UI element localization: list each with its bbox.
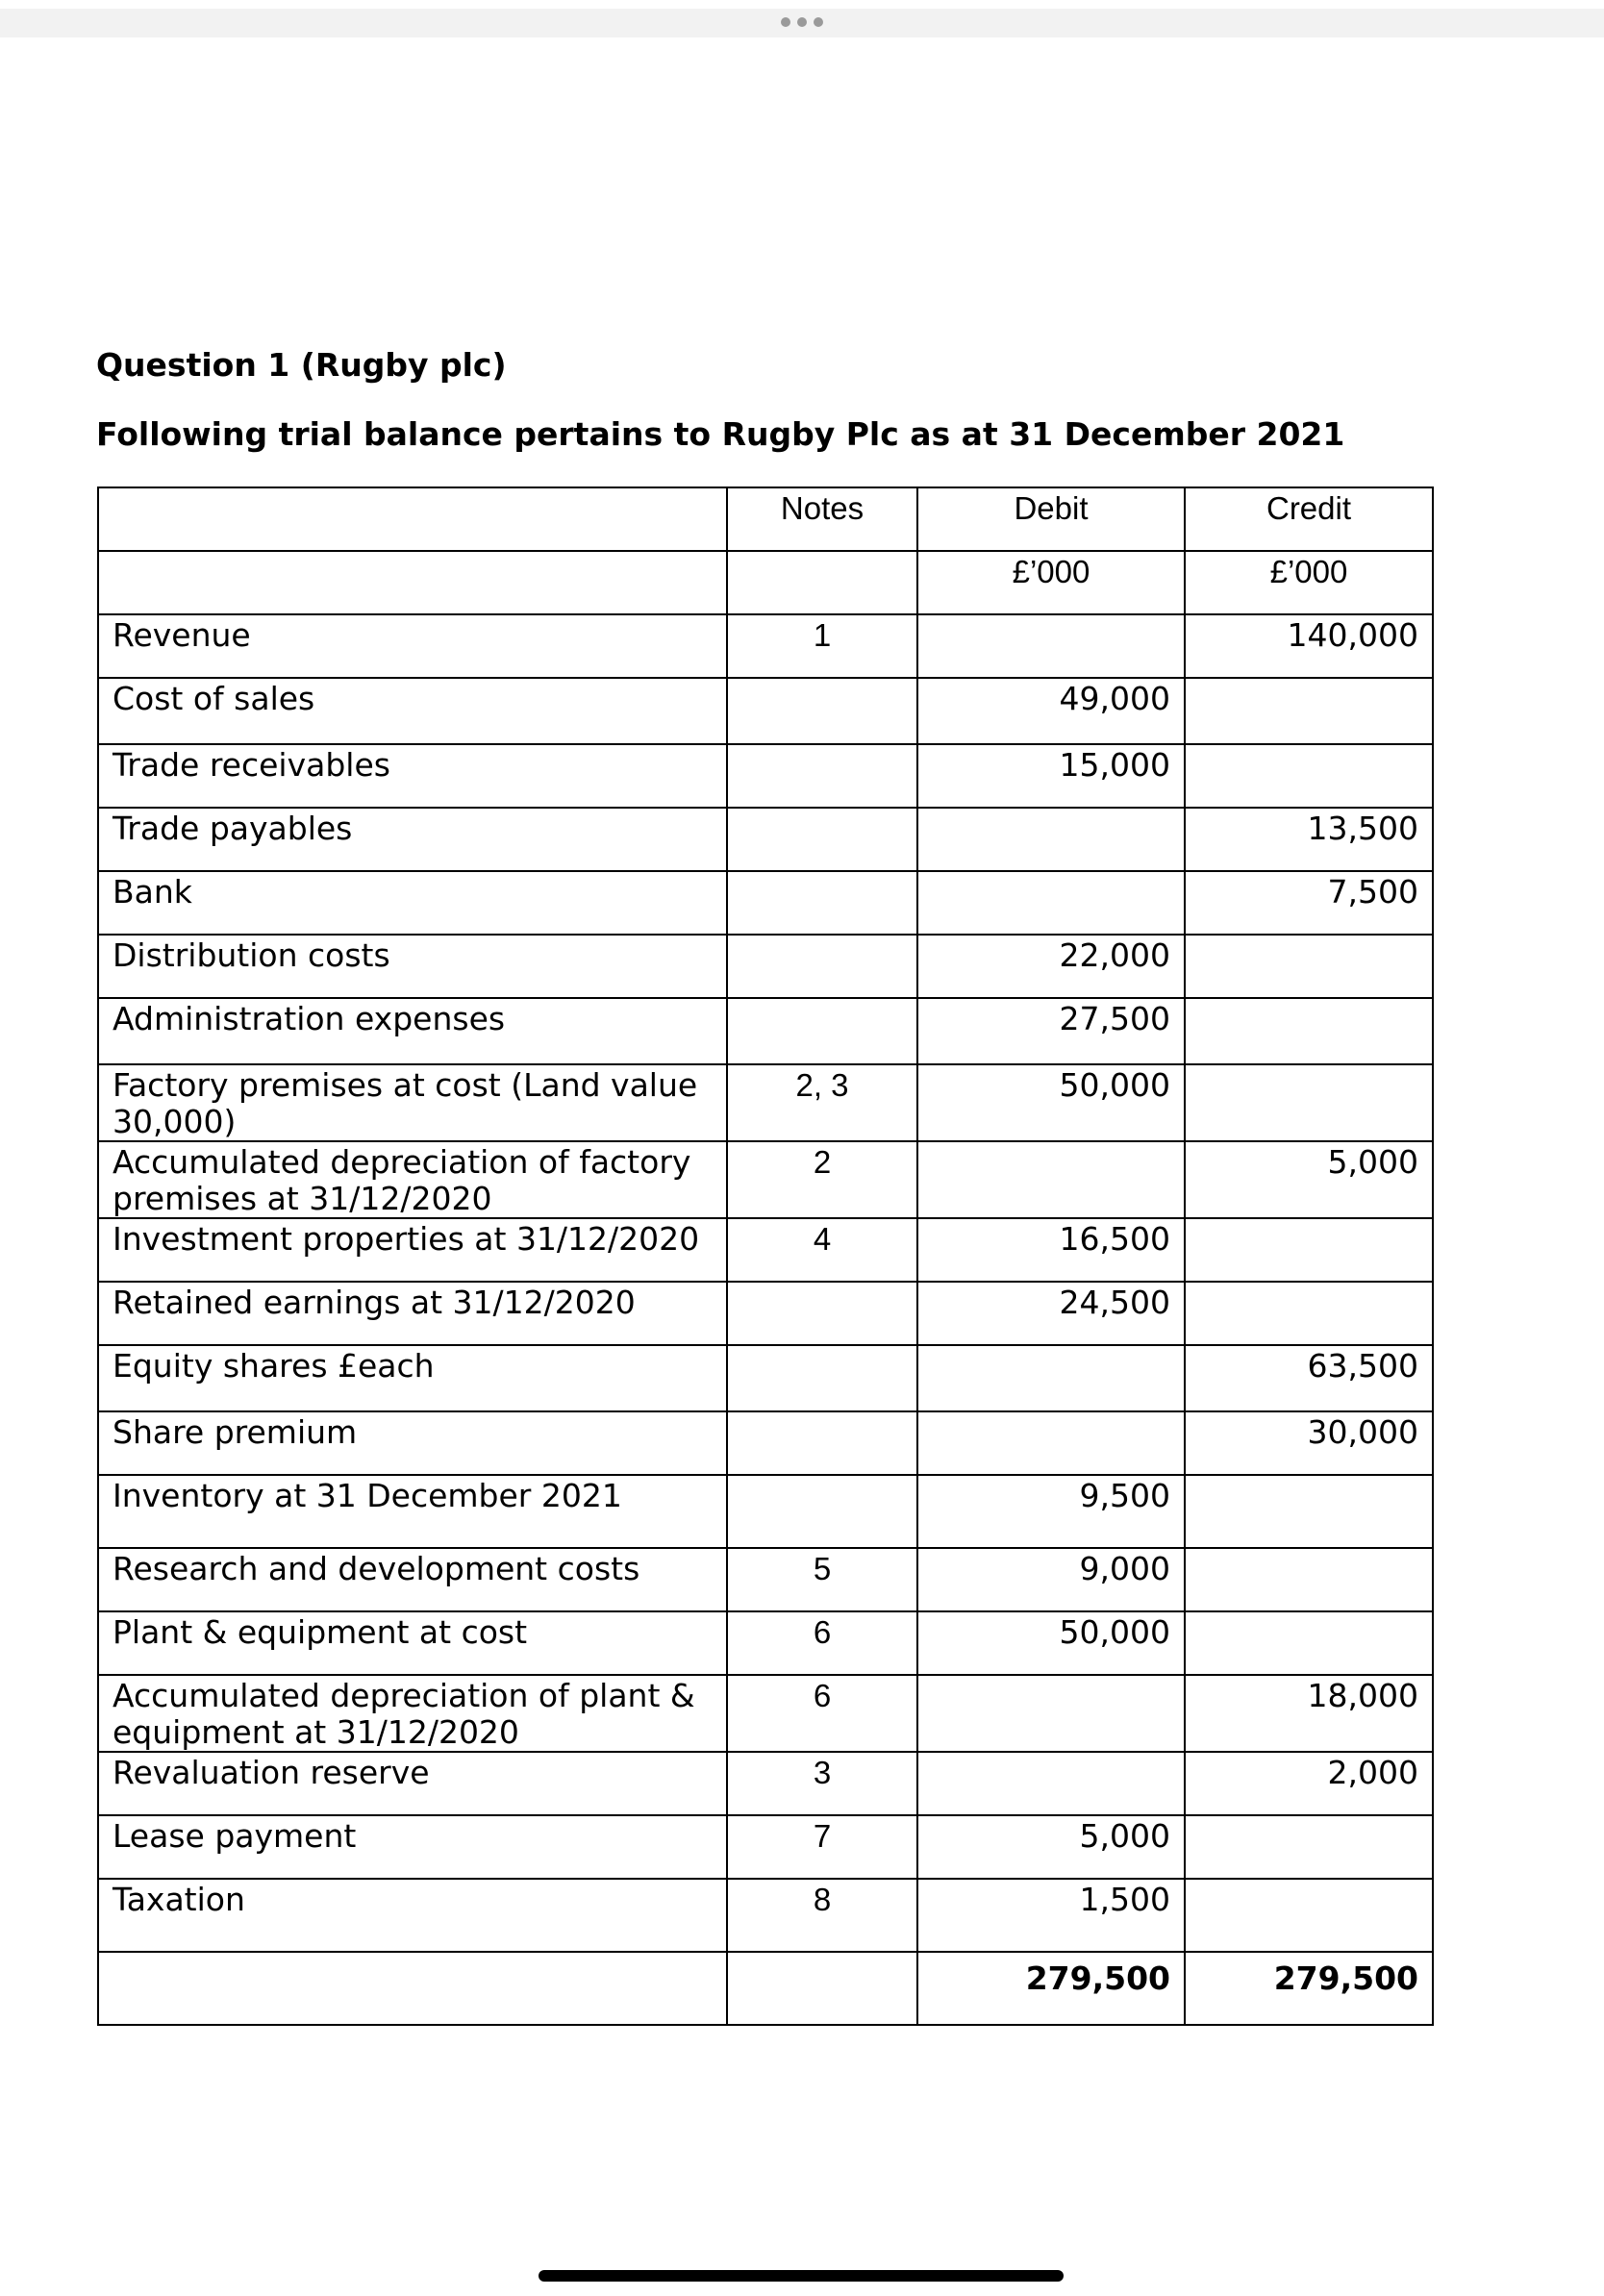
table-row — [98, 614, 1433, 678]
total-debit: 279,500 — [917, 1952, 1185, 2025]
table-row — [98, 808, 1433, 871]
row-notes: 4 — [727, 1218, 917, 1282]
row-item-label: Plant & equipment at cost — [98, 1611, 727, 1675]
row-credit: 63,500 — [1185, 1345, 1433, 1411]
row-debit: 50,000 — [917, 1611, 1185, 1675]
row-item-label: Equity shares £each — [98, 1345, 727, 1411]
row-item-label: Revenue — [98, 614, 727, 678]
table-row — [98, 678, 1433, 744]
row-debit: 49,000 — [917, 678, 1185, 744]
row-item-label: Inventory at 31 December 2021 — [98, 1475, 727, 1548]
row-credit: 18,000 — [1185, 1675, 1433, 1752]
table-row — [98, 1879, 1433, 1952]
row-debit: 1,500 — [917, 1879, 1185, 1952]
row-notes — [727, 935, 917, 998]
row-debit — [917, 808, 1185, 871]
table-row — [98, 1475, 1433, 1548]
row-credit: 13,500 — [1185, 808, 1433, 871]
table-row — [98, 1611, 1433, 1675]
row-notes — [727, 808, 917, 871]
row-item-label: Accumulated depreciation of plant & equipment at 31/12/2020 — [98, 1675, 727, 1752]
row-credit: 5,000 — [1185, 1141, 1433, 1218]
row-notes: 3 — [727, 1752, 917, 1815]
table-row — [98, 744, 1433, 808]
more-options-icon[interactable] — [781, 16, 823, 28]
totals-item — [98, 1952, 727, 2025]
header-notes: Notes — [727, 487, 917, 551]
table-row — [98, 935, 1433, 998]
row-notes — [727, 998, 917, 1064]
row-credit: 2,000 — [1185, 1752, 1433, 1815]
row-notes — [727, 1475, 917, 1548]
row-item-label: Trade payables — [98, 808, 727, 871]
table-row — [98, 1141, 1433, 1218]
row-debit — [917, 1411, 1185, 1475]
row-item-label: Retained earnings at 31/12/2020 — [98, 1282, 727, 1345]
row-notes: 1 — [727, 614, 917, 678]
row-notes: 7 — [727, 1815, 917, 1879]
totals-notes — [727, 1952, 917, 2025]
row-item-label: Factory premises at cost (Land value 30,000) — [98, 1064, 727, 1141]
row-debit: 9,500 — [917, 1475, 1185, 1548]
header-credit: Credit — [1185, 487, 1433, 551]
row-item-label: Administration expenses — [98, 998, 727, 1064]
row-item-label: Investment properties at 31/12/2020 — [98, 1218, 727, 1282]
units-row — [98, 551, 1433, 614]
row-notes: 6 — [727, 1611, 917, 1675]
totals-row — [98, 1952, 1433, 2025]
row-notes — [727, 1411, 917, 1475]
table-row — [98, 998, 1433, 1064]
row-item-label: Trade receivables — [98, 744, 727, 808]
trial-balance-table — [97, 487, 1434, 2026]
row-credit — [1185, 1548, 1433, 1611]
table-row — [98, 1345, 1433, 1411]
row-credit — [1185, 678, 1433, 744]
header-item — [98, 487, 727, 551]
units-debit: £’000 — [917, 551, 1185, 614]
table-row — [98, 1752, 1433, 1815]
row-debit — [917, 1752, 1185, 1815]
row-notes — [727, 1345, 917, 1411]
table-row — [98, 1548, 1433, 1611]
dot — [814, 17, 823, 27]
row-item-label: Research and development costs — [98, 1548, 727, 1611]
row-debit: 50,000 — [917, 1064, 1185, 1141]
row-debit — [917, 1345, 1185, 1411]
units-credit: £’000 — [1185, 551, 1433, 614]
home-indicator — [539, 2270, 1064, 2282]
row-notes — [727, 871, 917, 935]
row-debit: 27,500 — [917, 998, 1185, 1064]
table-row — [98, 1218, 1433, 1282]
row-credit — [1185, 1218, 1433, 1282]
dot — [797, 17, 807, 27]
row-debit: 5,000 — [917, 1815, 1185, 1879]
row-credit — [1185, 1879, 1433, 1952]
row-credit — [1185, 1815, 1433, 1879]
row-debit: 24,500 — [917, 1282, 1185, 1345]
row-credit: 7,500 — [1185, 871, 1433, 935]
row-item-label: Distribution costs — [98, 935, 727, 998]
table-row — [98, 1282, 1433, 1345]
row-notes: 2, 3 — [727, 1064, 917, 1141]
row-item-label: Accumulated depreciation of factory premises at 31/12/2020 — [98, 1141, 727, 1218]
row-debit — [917, 1675, 1185, 1752]
row-credit — [1185, 1282, 1433, 1345]
row-item-label: Share premium — [98, 1411, 727, 1475]
row-notes — [727, 678, 917, 744]
row-notes — [727, 744, 917, 808]
dot — [781, 17, 790, 27]
row-credit: 140,000 — [1185, 614, 1433, 678]
table-row — [98, 1675, 1433, 1752]
row-item-label: Cost of sales — [98, 678, 727, 744]
row-item-label: Revaluation reserve — [98, 1752, 727, 1815]
row-notes: 5 — [727, 1548, 917, 1611]
question-title: Question 1 (Rugby plc) — [96, 346, 507, 384]
header-row — [98, 487, 1433, 551]
row-debit: 9,000 — [917, 1548, 1185, 1611]
row-debit: 16,500 — [917, 1218, 1185, 1282]
row-item-label: Bank — [98, 871, 727, 935]
row-debit — [917, 871, 1185, 935]
row-notes: 2 — [727, 1141, 917, 1218]
row-notes — [727, 1282, 917, 1345]
table-row — [98, 1815, 1433, 1879]
row-debit — [917, 1141, 1185, 1218]
row-notes: 6 — [727, 1675, 917, 1752]
row-credit — [1185, 744, 1433, 808]
units-item — [98, 551, 727, 614]
units-notes — [727, 551, 917, 614]
row-credit — [1185, 998, 1433, 1064]
header-debit: Debit — [917, 487, 1185, 551]
row-credit — [1185, 1064, 1433, 1141]
row-debit: 15,000 — [917, 744, 1185, 808]
row-debit — [917, 614, 1185, 678]
table-row — [98, 871, 1433, 935]
row-credit — [1185, 1611, 1433, 1675]
row-credit — [1185, 1475, 1433, 1548]
table-row — [98, 1064, 1433, 1141]
row-notes: 8 — [727, 1879, 917, 1952]
row-item-label: Taxation — [98, 1879, 727, 1952]
row-item-label: Lease payment — [98, 1815, 727, 1879]
table-row — [98, 1411, 1433, 1475]
row-debit: 22,000 — [917, 935, 1185, 998]
total-credit: 279,500 — [1185, 1952, 1433, 2025]
question-subtitle: Following trial balance pertains to Rugby Plc as at 31 December 2021 — [96, 415, 1345, 453]
row-credit — [1185, 935, 1433, 998]
row-credit: 30,000 — [1185, 1411, 1433, 1475]
